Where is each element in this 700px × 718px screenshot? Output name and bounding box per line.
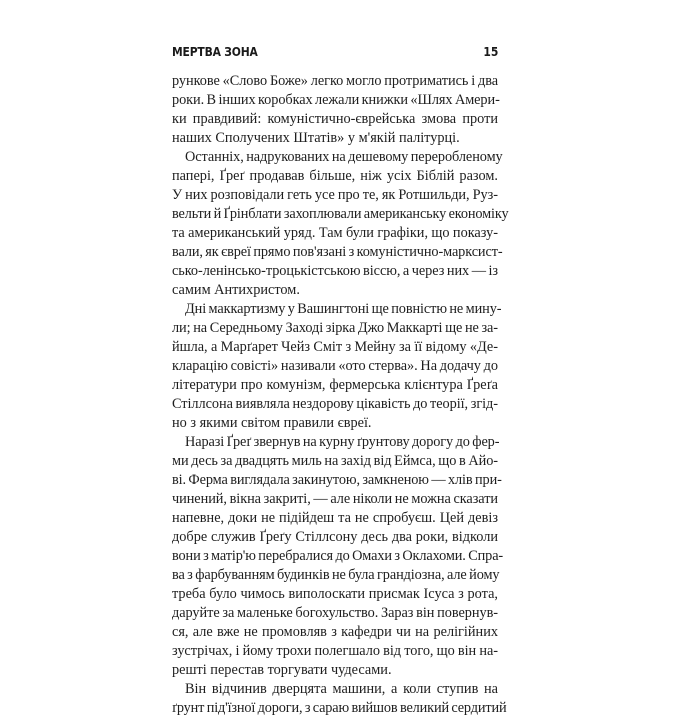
text-line: чинений, вікна закриті, — але ніколи не можна сказати bbox=[172, 491, 498, 507]
text-line: У них розповідали геть усе про те, як Ротшильди, Руз- bbox=[172, 187, 498, 203]
body-text bbox=[172, 72, 509, 718]
text-line: Дні маккартизму у Вашингтоні ще повністю не мину- bbox=[185, 301, 502, 317]
text-line: ли; на Середньому Заході зірка Джо Маккарті ще не за- bbox=[172, 320, 498, 336]
text-line: літератури про комунізм, фермерська клієнтура Ґреґа bbox=[172, 377, 498, 393]
text-line: ся, але вже не промовляв з кафедри чи на релігійних bbox=[172, 624, 498, 640]
running-head bbox=[172, 44, 498, 64]
text-line: вали, як євреї прямо пов'язані з комуністично-марксист- bbox=[172, 244, 503, 260]
text-line: наших Сполучених Штатів» у м'якій палітурці. bbox=[172, 130, 460, 146]
text-line: ки правдивий: комуністично-єврейська змова проти bbox=[172, 111, 498, 127]
text-line: ґрунт під'їзної дороги, з сараю вийшов великий сердитий bbox=[172, 700, 507, 716]
text-line: Він відчинив дверцята машини, а коли ступив на bbox=[185, 681, 498, 697]
text-line: самим Антихристом. bbox=[172, 282, 300, 298]
text-line: кларацію совісті» називали «ото стерва». На додачу до bbox=[172, 358, 498, 374]
book-title: МЕРТВА ЗОНА bbox=[172, 44, 258, 59]
text-line: добре служив Ґреґу Стіллсону десь два роки, відколи bbox=[172, 529, 498, 545]
text-line: Наразі Ґреґ звернув на курну ґрунтову дорогу до фер- bbox=[185, 434, 500, 450]
text-line: папері, Ґреґ продавав більше, ніж усіх Біблій разом. bbox=[172, 168, 498, 184]
text-line: та американський уряд. Там були графіки, що показу- bbox=[172, 225, 498, 241]
text-line: треба було чимось виполоскати присмак Ісуса з рота, bbox=[172, 586, 498, 602]
text-line: даруйте за маленьке богохульство. Зараз він повернув- bbox=[172, 605, 498, 621]
text-line: вони з матір'ю перебралися до Омахи з Оклахоми. Спра- bbox=[172, 548, 504, 564]
text-line: роки. В інших коробках лежали книжки «Шлях Амери- bbox=[172, 92, 500, 108]
page-number: 15 bbox=[483, 44, 498, 59]
text-line: напевне, доки не підійдеш та не спробуєш. Цей девіз bbox=[172, 510, 498, 526]
text-line: зустрічах, і йому трохи полегшало від того, що він на- bbox=[172, 643, 498, 659]
text-line: рункове «Слово Боже» легко могло протриматись і два bbox=[172, 73, 498, 89]
text-line: но з якими світом правили євреї. bbox=[172, 415, 372, 431]
text-line: ми десь за двадцять миль на захід від Еймса, що в Айо- bbox=[172, 453, 498, 469]
text-line: ва з фарбуванням будинків не була грандіозна, але йому bbox=[172, 567, 500, 583]
text-line: ві. Ферма виглядала закинутою, замкненою — хлів при- bbox=[172, 472, 502, 488]
text-line: решті перестав торгувати чудесами. bbox=[172, 662, 392, 678]
text-line: Стіллсона виявляла нездорову цікавість до теорії, згід- bbox=[172, 396, 498, 412]
text-line: йшла, а Марґарет Чейз Сміт з Мейну за її відому «Де- bbox=[172, 339, 498, 355]
text-line: вельти й Ґрінблати захоплювали американську економіку bbox=[172, 206, 509, 222]
text-line: сько-ленінсько-троцькістською віссю, а через них — із bbox=[172, 263, 498, 279]
text-line: Останніх, надрукованих на дешевому переробленому bbox=[185, 149, 503, 165]
